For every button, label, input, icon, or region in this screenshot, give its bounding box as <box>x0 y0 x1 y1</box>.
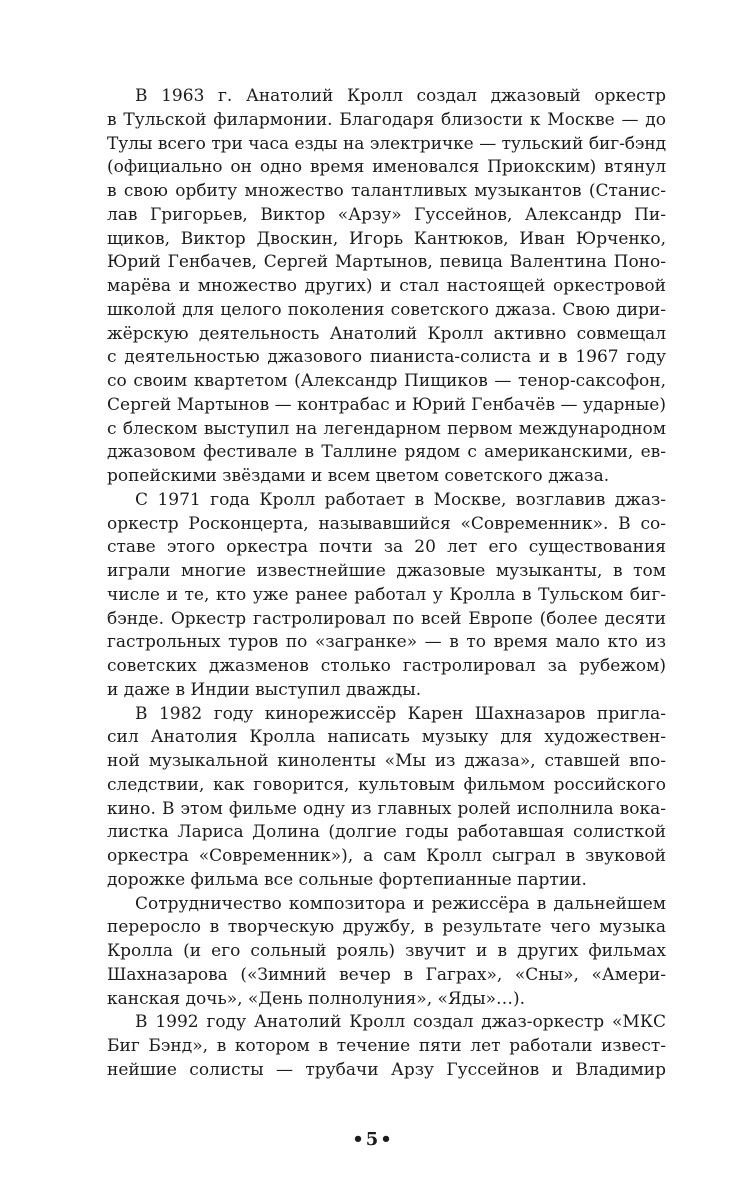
paragraph-5 <box>107 1011 666 1082</box>
text-line: в Тульской филармонии. Благодаря близости к Москве — до <box>107 109 666 130</box>
text-line: и даже в Индии выступил дважды. <box>107 679 422 700</box>
text-line: В 1992 году Анатолий Кролл создал джаз-оркестр «МКС <box>135 1012 666 1033</box>
text-line: Шахназарова («Зимний вечер в Гаграх», «Сны», «Амери- <box>107 964 666 985</box>
text-line: переросло в творческую дружбу, в результате чего музыка <box>107 917 666 938</box>
text-line: канская дочь», «День полнолуния», «Яды»…). <box>107 988 526 1009</box>
body-text <box>107 85 666 1083</box>
page-number: •5• <box>352 1129 394 1150</box>
paragraph-2 <box>107 489 666 703</box>
text-line: ной музыкальной киноленты «Мы из джаза», ставшей впо- <box>107 751 666 771</box>
text-line: с блеском выступил на легендарном первом международном <box>107 418 666 439</box>
text-line: листка Лариса Долина (долгие годы работавшая солисткой <box>107 822 666 843</box>
text-line: бэнде. Оркестр гастролировал по всей Европе (более десяти <box>107 608 666 629</box>
text-line: (официально он одно время именовался Приокским) втянул <box>107 157 666 178</box>
text-line: сил Анатолия Кролла написать музыку для художествен- <box>107 727 666 748</box>
text-line: Биг Бэнд», в котором в течение пяти лет работали извест- <box>107 1036 666 1056</box>
text-line: Кролла (и его сольный рояль) звучит и в других фильмах <box>107 941 666 961</box>
text-line: ставе этого оркестра почти за 20 лет его существования <box>107 537 666 558</box>
text-line: Сергей Мартынов — контрабас и Юрий Генбачёв — ударные) <box>107 394 666 415</box>
text-line: Тулы всего три часа езды на электричке — тульский биг-бэнд <box>107 133 666 154</box>
text-line: жёрскую деятельность Анатолий Кролл активно совмещал <box>107 323 666 344</box>
paragraph-1 <box>107 85 666 489</box>
text-line: кино. В этом фильме одну из главных ролей исполнила вока- <box>107 798 666 819</box>
text-line: оркестра «Современник»), а сам Кролл сыграл в звуковой <box>107 846 666 866</box>
text-line: гастрольных туров по «загранке» — в то время мало кто из <box>107 632 666 653</box>
text-line: щиков, Виктор Двоскин, Игорь Кантюков, Иван Юрченко, <box>107 228 666 249</box>
text-line: лав Григорьев, Виктор «Арзу» Гуссейнов, Александр Пи- <box>107 204 666 225</box>
text-line: ропейскими звёздами и всем цветом советского джаза. <box>107 466 610 486</box>
text-line: джазовом фестивале в Таллине рядом с американскими, ев- <box>107 442 666 463</box>
text-line: С 1971 года Кролл работает в Москве, возглавив джаз- <box>135 489 666 510</box>
text-line: марёва и множество других) и стал настоящей оркестровой <box>107 276 666 296</box>
text-line: следствии, как говорится, культовым фильмом российского <box>107 774 666 795</box>
text-line: школой для целого поколения советского джаза. Свою дири- <box>107 299 666 320</box>
text-line: В 1982 году кинорежиссёр Карен Шахназаров пригла- <box>135 703 666 724</box>
text-line: дорожке фильма все сольные фортепианные партии. <box>107 869 587 890</box>
paragraph-4 <box>107 893 666 1012</box>
text-line: числе и те, кто уже ранее работал у Кролла в Тульском биг- <box>107 584 666 605</box>
text-line: Сотрудничество композитора и режиссёра в дальнейшем <box>135 893 666 914</box>
text-line: нейшие солисты — трубачи Арзу Гуссейнов и Владимир <box>107 1059 666 1080</box>
paragraph-3 <box>107 703 666 893</box>
text-line: со своим квартетом (Александр Пищиков — тенор-саксофон, <box>107 371 666 391</box>
text-line: с деятельностью джазового пианиста-солиста и в 1967 году <box>107 347 666 368</box>
text-line: играли многие известнейшие джазовые музыканты, в том <box>107 561 666 581</box>
text-line: в свою орбиту множество талантливых музыкантов (Станис- <box>107 181 666 201</box>
text-line: оркестр Росконцерта, называвшийся «Современник». В со- <box>107 513 666 534</box>
text-line: Юрий Генбачев, Сергей Мартынов, певица Валентина Поно- <box>107 252 666 273</box>
text-line: В 1963 г. Анатолий Кролл создал джазовый оркестр <box>135 86 666 106</box>
text-line: советских джазменов столько гастролировал за рубежом) <box>107 656 666 676</box>
